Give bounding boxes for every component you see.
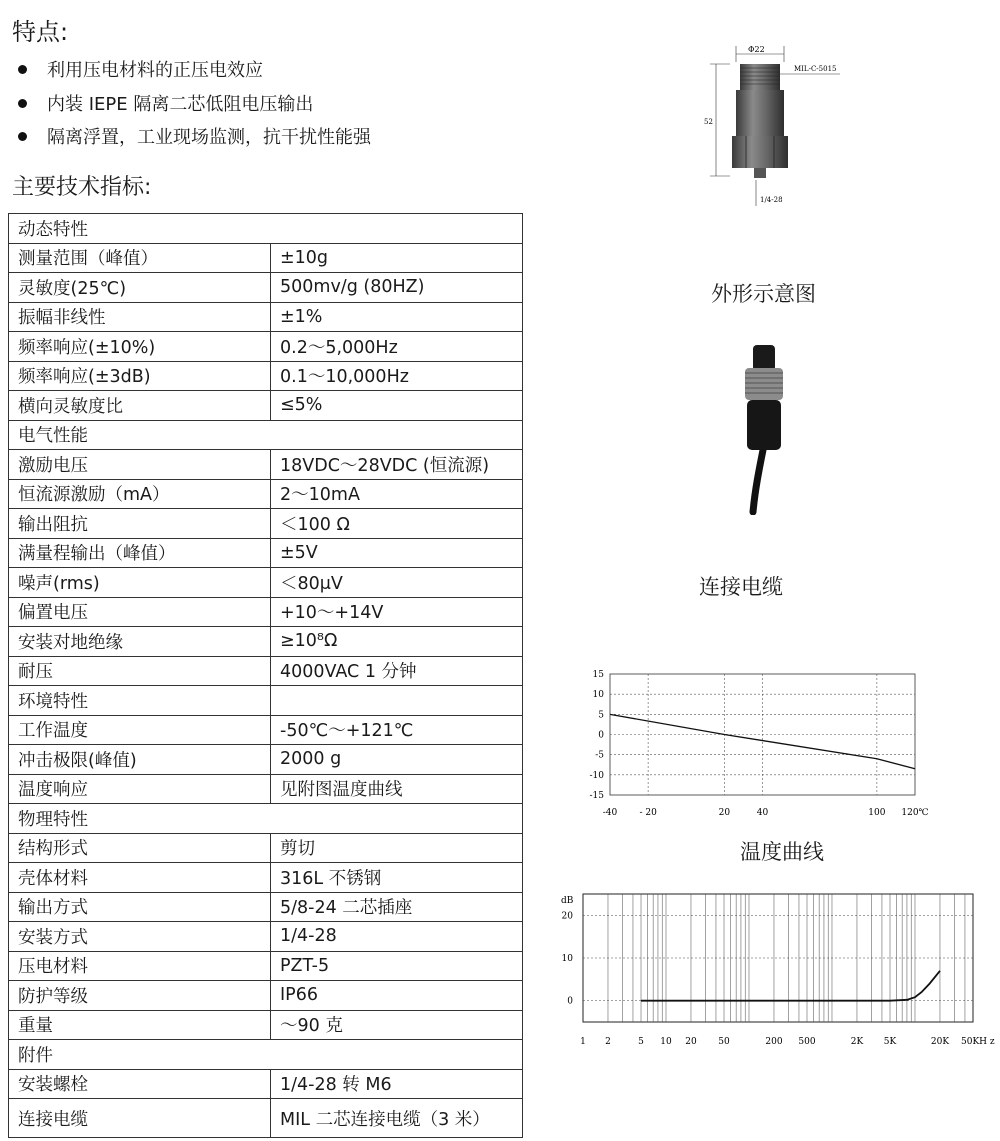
spec-table xyxy=(8,213,523,1138)
table-row xyxy=(9,568,523,598)
x-tick-label: 500 xyxy=(798,1037,816,1047)
y-tick-label: -5 xyxy=(595,750,604,761)
x-tick-label: 5K xyxy=(883,1037,897,1047)
spec-value: 316L 不锈钢 xyxy=(271,863,523,893)
spec-label: 频率响应(±3dB) xyxy=(9,361,271,391)
spec-label: 冲击极限(峰值) xyxy=(9,745,271,775)
y-axis-label: dB xyxy=(561,896,574,906)
spec-label: 结构形式 xyxy=(9,833,271,863)
spec-label: 安装螺栓 xyxy=(9,1069,271,1099)
table-row xyxy=(9,597,523,627)
spec-label: 横向灵敏度比 xyxy=(9,391,271,421)
table-row xyxy=(9,656,523,686)
table-row xyxy=(9,1099,523,1138)
spec-value: ＜80μV xyxy=(271,568,523,598)
x-tick-label: - 20 xyxy=(639,808,657,818)
temp-caption: 温度曲线 xyxy=(740,840,824,864)
table-row xyxy=(9,479,523,509)
spec-value: MIL 二芯连接电缆（3 米） xyxy=(271,1099,523,1138)
table-row xyxy=(9,302,523,332)
x-tick-label: 2 xyxy=(605,1037,611,1047)
table-row xyxy=(9,715,523,745)
y-tick-label: -15 xyxy=(589,791,604,801)
spec-value: +10～+14V xyxy=(271,597,523,627)
x-tick-label: 20 xyxy=(718,808,731,818)
section-header: 物理特性 xyxy=(9,804,523,834)
cable-drawing xyxy=(725,340,805,515)
y-tick-label: 10 xyxy=(561,954,573,964)
spec-value: ±1% xyxy=(271,302,523,332)
y-tick-label: 0 xyxy=(598,730,604,741)
spec-value: 0.1～10,000Hz xyxy=(271,361,523,391)
x-tick-label: 40 xyxy=(756,808,769,818)
spec-label: 灵敏度(25℃) xyxy=(9,273,271,303)
table-row xyxy=(9,804,523,834)
table-row xyxy=(9,1069,523,1099)
table-row xyxy=(9,450,523,480)
x-tick-label: -40 xyxy=(602,808,618,818)
feature-item: 利用压电材料的正压电效应 xyxy=(18,56,263,82)
spec-value: -50℃～+121℃ xyxy=(271,715,523,745)
table-row xyxy=(9,745,523,775)
section-header: 电气性能 xyxy=(9,420,523,450)
cable-caption: 连接电缆 xyxy=(699,575,783,599)
spec-value: 见附图温度曲线 xyxy=(271,774,523,804)
spec-label: 连接电缆 xyxy=(9,1099,271,1138)
table-row xyxy=(9,863,523,893)
spec-value: 18VDC～28VDC (恒流源) xyxy=(271,450,523,480)
table-row xyxy=(9,922,523,952)
spec-label: 激励电压 xyxy=(9,450,271,480)
temperature-chart xyxy=(570,660,950,835)
x-tick-label: 20K xyxy=(930,1037,950,1047)
spec-value: 剪切 xyxy=(271,833,523,863)
spec-value: 1/4-28 转 M6 xyxy=(271,1069,523,1099)
frequency-response-chart xyxy=(550,886,1000,1056)
spec-label: 输出阻抗 xyxy=(9,509,271,539)
spec-value: ≤5% xyxy=(271,391,523,421)
y-tick-label: 10 xyxy=(592,690,604,701)
y-tick-label: 15 xyxy=(592,670,604,680)
spec-value: 4000VAC 1 分钟 xyxy=(271,656,523,686)
connector-label: MIL-C-5015 xyxy=(794,65,837,73)
specs-title: 主要技术指标: xyxy=(12,175,152,200)
plot-frame xyxy=(583,894,973,1022)
table-row xyxy=(9,361,523,391)
spec-value xyxy=(271,686,523,716)
section-header: 动态特性 xyxy=(9,214,523,244)
feature-item: 隔离浮置，工业现场监测，抗干扰性能强 xyxy=(18,123,371,149)
bullet-icon xyxy=(18,132,27,141)
y-tick-label: 20 xyxy=(561,911,573,922)
spec-label: 恒流源激励（mA） xyxy=(9,479,271,509)
spec-label: 频率响应(±10%) xyxy=(9,332,271,362)
spec-label: 压电材料 xyxy=(9,951,271,981)
spec-value: 0.2～5,000Hz xyxy=(271,332,523,362)
table-row xyxy=(9,214,523,244)
thread-label: 1/4-28 xyxy=(760,196,783,204)
table-row xyxy=(9,686,523,716)
spec-value: PZT-5 xyxy=(271,951,523,981)
spec-value: 1/4-28 xyxy=(271,922,523,952)
spec-label: 环境特性 xyxy=(9,686,271,716)
table-row xyxy=(9,538,523,568)
section-header: 附件 xyxy=(9,1040,523,1070)
table-row xyxy=(9,332,523,362)
spec-value: 500mv/g (80HZ) xyxy=(271,273,523,303)
table-row xyxy=(9,774,523,804)
spec-label: 防护等级 xyxy=(9,981,271,1011)
x-tick-label: 2K xyxy=(850,1037,864,1047)
spec-value: ＜100 Ω xyxy=(271,509,523,539)
spec-label: 噪声(rms) xyxy=(9,568,271,598)
spec-label: 壳体材料 xyxy=(9,863,271,893)
spec-value: 2000 g xyxy=(271,745,523,775)
y-tick-label: 5 xyxy=(598,710,604,721)
outline-caption: 外形示意图 xyxy=(711,282,816,306)
x-tick-label: 1 xyxy=(580,1037,586,1047)
x-tick-label: 10 xyxy=(660,1037,672,1047)
x-tick-label: 50KH z xyxy=(961,1037,995,1047)
dim-diameter: Φ22 xyxy=(748,45,765,54)
spec-label: 耐压 xyxy=(9,656,271,686)
table-row xyxy=(9,420,523,450)
x-tick-label: 50 xyxy=(718,1037,730,1047)
frequency-response-line xyxy=(641,971,940,1001)
bullet-icon xyxy=(18,65,27,74)
x-tick-label: 100 xyxy=(868,808,886,818)
feature-item: 内装 IEPE 隔离二芯低阻电压输出 xyxy=(18,90,313,116)
spec-label: 安装对地绝缘 xyxy=(9,627,271,657)
dim-height: 52 xyxy=(704,118,713,126)
spec-value: 5/8-24 二芯插座 xyxy=(271,892,523,922)
spec-label: 振幅非线性 xyxy=(9,302,271,332)
spec-value: ～90 克 xyxy=(271,1010,523,1040)
spec-label: 温度响应 xyxy=(9,774,271,804)
table-row xyxy=(9,391,523,421)
spec-label: 偏置电压 xyxy=(9,597,271,627)
spec-label: 满量程输出（峰值） xyxy=(9,538,271,568)
table-row xyxy=(9,243,523,273)
spec-value: IP66 xyxy=(271,981,523,1011)
spec-label: 测量范围（峰值） xyxy=(9,243,271,273)
spec-value: ±10g xyxy=(271,243,523,273)
table-row xyxy=(9,509,523,539)
x-tick-label: 5 xyxy=(638,1037,644,1047)
table-row xyxy=(9,833,523,863)
spec-label: 工作温度 xyxy=(9,715,271,745)
spec-value: ≥10⁸Ω xyxy=(271,627,523,657)
table-row xyxy=(9,1040,523,1070)
spec-value: ±5V xyxy=(271,538,523,568)
sensor-outline-drawing xyxy=(690,40,860,210)
y-tick-label: -10 xyxy=(589,770,604,781)
table-row xyxy=(9,627,523,657)
table-row xyxy=(9,951,523,981)
spec-value: 2～10mA xyxy=(271,479,523,509)
bullet-icon xyxy=(18,99,27,108)
spec-label: 输出方式 xyxy=(9,892,271,922)
x-tick-label: 20 xyxy=(685,1037,697,1047)
spec-label: 安装方式 xyxy=(9,922,271,952)
x-tick-label: 120℃ xyxy=(901,808,929,818)
spec-label: 重量 xyxy=(9,1010,271,1040)
table-row xyxy=(9,1010,523,1040)
y-tick-label: 0 xyxy=(567,996,573,1007)
table-row xyxy=(9,273,523,303)
features-title: 特点: xyxy=(12,18,69,46)
table-row xyxy=(9,981,523,1011)
x-tick-label: 200 xyxy=(765,1037,783,1047)
table-row xyxy=(9,892,523,922)
